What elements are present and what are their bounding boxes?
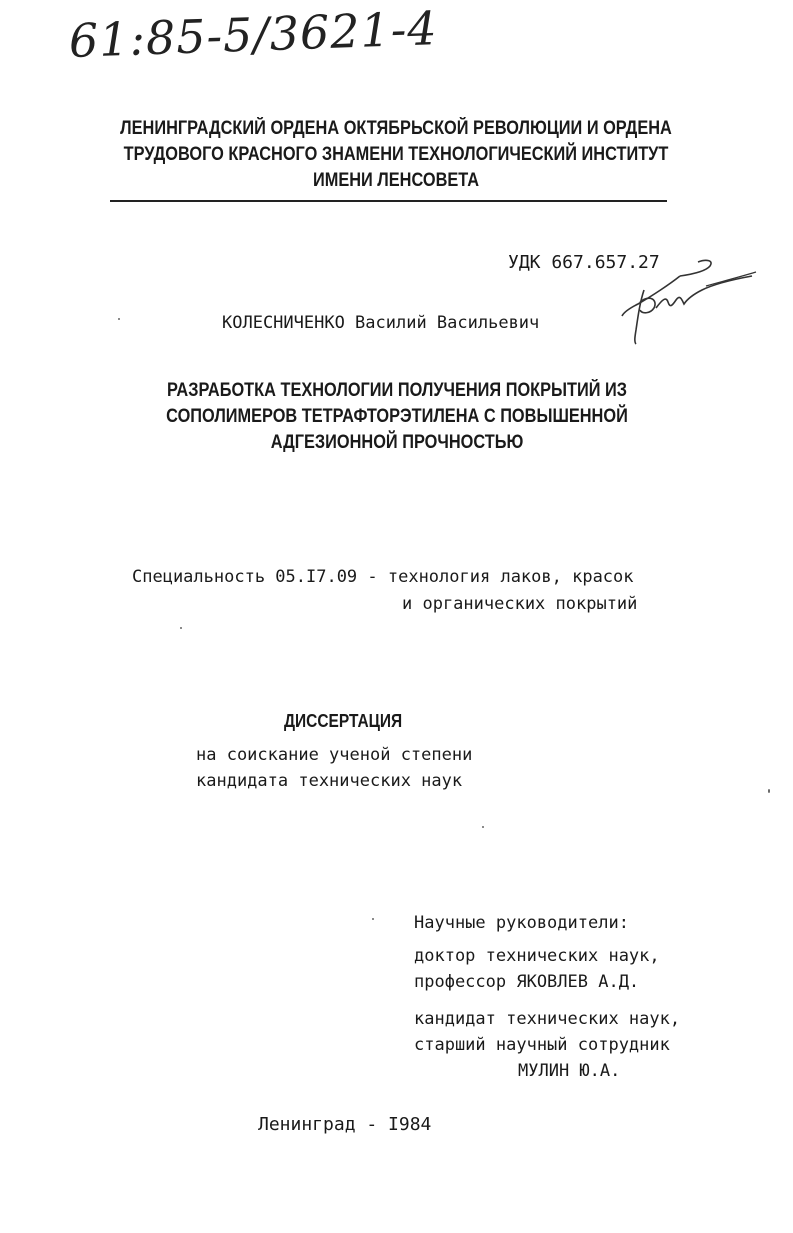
signature-image <box>610 256 760 346</box>
supervisor-1-degree: доктор технических наук, <box>414 946 660 966</box>
archive-code: 61:85-5/3621-4 <box>68 1 439 68</box>
udk-code: УДК 667.657.27 <box>508 252 660 273</box>
supervisors-heading: Научные руководители: <box>414 913 629 933</box>
supervisor-2-name: МУЛИН Ю.А. <box>518 1061 621 1081</box>
institution-line-1: ЛЕНИНГРАДСКИЙ ОРДЕНА ОКТЯБРЬСКОЙ РЕВОЛЮЦИИ И ОРДЕНА <box>120 118 672 139</box>
dissertation-heading: ДИССЕРТАЦИЯ <box>284 711 403 731</box>
institution-name <box>107 116 685 194</box>
degree-line-2: кандидата технических наук <box>196 771 463 791</box>
institution-line-3: ИМЕНИ ЛЕНСОВЕТА <box>312 170 480 191</box>
specialty-line-2: и органических покрытий <box>402 594 638 614</box>
scan-speck <box>180 627 182 629</box>
scan-speck <box>372 918 374 920</box>
scan-speck <box>768 789 770 793</box>
degree-line-1: на соискание ученой степени <box>196 745 473 765</box>
city-year: Ленинград - I984 <box>258 1114 432 1135</box>
title-line-3: АДГЕЗИОННОЙ ПРОЧНОСТЬЮ <box>270 432 524 453</box>
institution-line-2: ТРУДОВОГО КРАСНОГО ЗНАМЕНИ ТЕХНОЛОГИЧЕСКИЙ ИНСТИТУТ <box>123 144 669 165</box>
scan-speck <box>482 826 484 828</box>
supervisor-1-name: профессор ЯКОВЛЕВ А.Д. <box>414 972 640 992</box>
title-line-1: РАЗРАБОТКА ТЕХНОЛОГИИ ПОЛУЧЕНИЯ ПОКРЫТИЙ ИЗ <box>166 380 628 401</box>
supervisor-2-degree: кандидат технических наук, <box>414 1009 681 1029</box>
scan-speck <box>118 318 120 320</box>
header-divider <box>110 200 667 202</box>
specialty-line-1: Специальность 05.I7.09 - технология лаков, красок <box>132 567 634 587</box>
title-line-2: СОПОЛИМЕРОВ ТЕТРАФТОРЭТИЛЕНА С ПОВЫШЕННОЙ <box>166 406 628 427</box>
thesis-title <box>124 378 669 456</box>
author-name: КОЛЕСНИЧЕНКО Василий Васильевич <box>222 313 540 333</box>
supervisor-2-position: старший научный сотрудник <box>414 1035 670 1055</box>
